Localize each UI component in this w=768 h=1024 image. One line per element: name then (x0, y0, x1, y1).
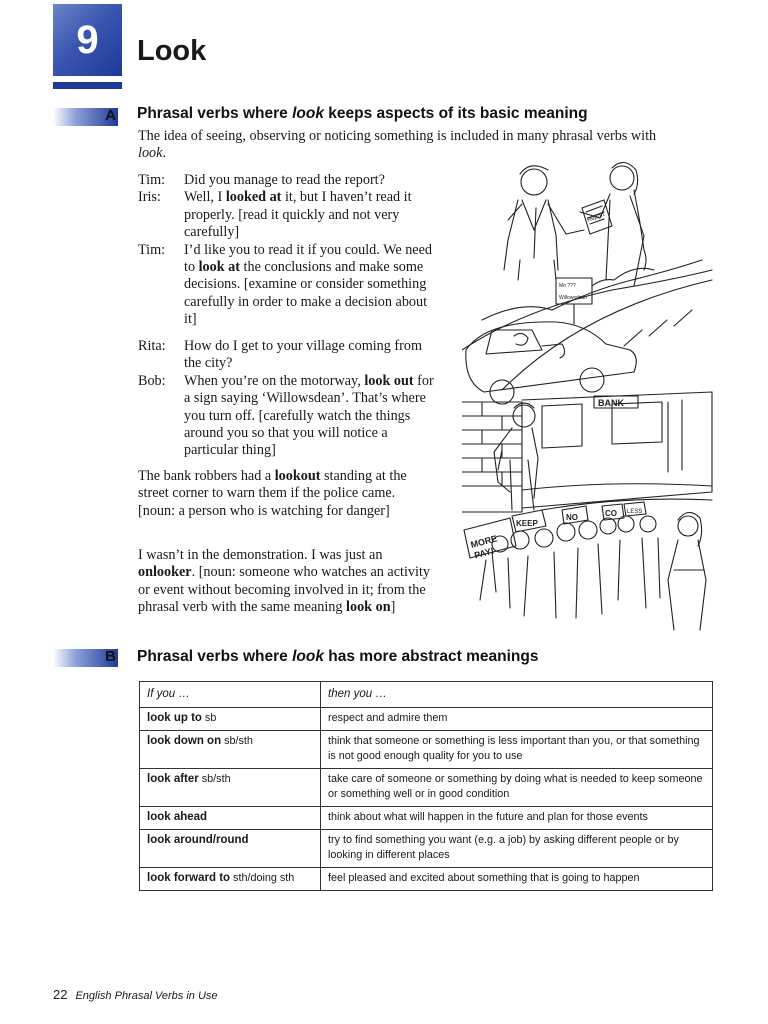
section-b-title: Phrasal verbs where look has more abstract meanings (137, 648, 539, 665)
unit-title: Look (137, 35, 207, 67)
placard-no: NO (566, 513, 578, 522)
bank-label: BANK (598, 398, 624, 408)
table-header: then you … (321, 682, 713, 708)
section-b-tab (53, 649, 118, 667)
section-a-title: Phrasal verbs where look keeps aspects of its basic meaning (137, 105, 588, 122)
table-row: look up to sb respect and admire them (140, 708, 713, 731)
book-title: English Phrasal Verbs in Use (75, 990, 218, 1002)
section-a-tab (53, 108, 118, 126)
page-number: 22 (53, 987, 68, 1002)
dialogue-line: Bob: When you’re on the motorway, look out for a sign saying ‘Willowsdean’. That’s where you turn off. [carefully watch the things around you so that you will notice a particular thing] (138, 372, 434, 459)
table-row: look down on sb/sth think that someone or something is less important than you, or that something is not good enough quality for you to use (140, 731, 713, 769)
table-header-row (140, 682, 713, 708)
motorway-scene (462, 260, 712, 404)
demonstration-scene (464, 502, 706, 630)
table-row: look after sb/sth take care of someone or something by doing what is needed to keep someone or something well or in good condition (140, 769, 713, 807)
report-label: Report (586, 211, 606, 224)
onlooker-paragraph: I wasn’t in the demonstration. I was just an onlooker. [noun: someone who watches an activity or event without becoming involved in it; from the phrasal verb with the same meaning look on] (138, 547, 430, 616)
section-a-letter: A (105, 107, 116, 124)
page-footer (53, 987, 218, 1002)
table-header: If you … (140, 682, 321, 708)
dialogue-line: Rita: How do I get to your village coming from the city? (138, 338, 422, 372)
dialogue-line: Iris: Well, I looked at it, but I haven’t read it properly. [read it quickly and not very carefully] (138, 189, 412, 241)
section-a-intro: The idea of seeing, observing or noticing something is included in many phrasal verbs with look. (138, 128, 657, 162)
phrasal-verbs-table (139, 681, 713, 891)
dialogue-line: Tim: Did you manage to read the report? (138, 172, 385, 188)
section-b-letter: B (105, 648, 116, 665)
bank-scene (462, 392, 712, 512)
section-a-illustration (462, 160, 716, 634)
unit-number: 9 (76, 17, 99, 62)
placard-pay: PAY! (473, 545, 496, 561)
unit-number-box (53, 4, 122, 76)
dialogue-tim-iris (138, 172, 438, 329)
unit-bar (53, 82, 122, 89)
lookout-paragraph: The bank robbers had a lookout standing at the street corner to warn them if the police came. [noun: a person who is watching for danger] (138, 468, 407, 519)
dialogue-rita-bob (138, 338, 438, 460)
sign-top: Mo ??? (559, 283, 576, 289)
sign-bottom: Willowsdean (559, 295, 588, 301)
placard-less: LESS (627, 509, 643, 515)
table-row: look ahead think about what will happen in the future and plan for those events (140, 807, 713, 830)
table-row: look forward to sth/doing sth feel pleased and excited about something that is going to happen (140, 868, 713, 891)
placard-co: CO (605, 509, 617, 518)
placard-keep: KEEP (516, 519, 538, 528)
report-scene (504, 162, 646, 286)
table-row: look around/round try to find something you want (e.g. a job) by asking different people or by looking in different places (140, 830, 713, 868)
dialogue-line: Tim: I’d like you to read it if you could. We need to look at the conclusions and make some decisions. [examine or consider something carefully in order to make a decision about it] (138, 241, 432, 328)
placard-more: MORE (469, 533, 499, 550)
